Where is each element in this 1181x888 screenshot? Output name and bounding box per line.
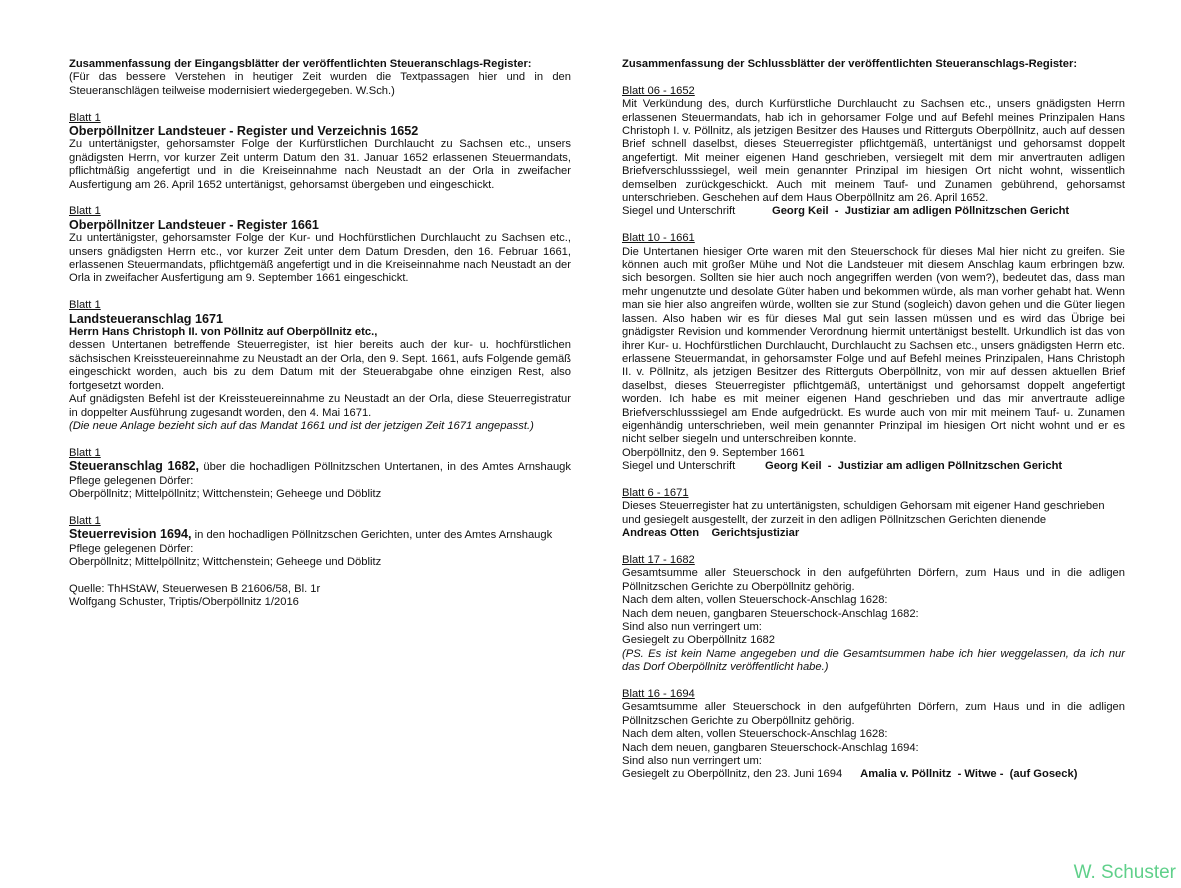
sheet-label: Blatt 1 [69, 111, 101, 124]
section-heading: Oberpöllnitzer Landsteuer - Register 1661 [69, 217, 319, 232]
section-body: Gesamtsumme aller Steuerschock in den aufgeführten Dörfern, zum Haus und in die adligen Pöllnitzschen Gerichte zu Oberpöllnitz gehörig. [622, 567, 1125, 593]
sheet-label: Blatt 1 [69, 514, 101, 527]
section-subheading: Herrn Hans Christoph II. von Pöllnitz auf Oberpöllnitz etc., [69, 326, 378, 339]
sheet-label: Blatt 6 - 1671 [622, 486, 689, 499]
section-heading: Steuerrevision 1694, [69, 527, 192, 542]
right-section-1682 [622, 554, 1125, 675]
signatory: Georg Keil - Justiziar am adligen Pöllnitzschen Gericht [765, 460, 1063, 473]
section-body: dessen Untertanen betreffende Steuerregister, ist hier bereits auch der kur- u. hochfürstlichen sächsischen Kreissteuereinnahme zu Neustadt an der Orla, den 9. Sept. 1661, aufs Folgende gemäß eingeschickt worden, auch bis zu dem Datum mit der Steuerabgabe ohne einzigen Rest, also fortgesetzt worden. [69, 339, 571, 392]
signatory: Georg Keil - Justiziar am adligen Pöllnitzschen Gericht [772, 205, 1070, 218]
right-section-1661 [622, 232, 1125, 473]
left-section-1661 [69, 205, 571, 285]
place-date: Oberpöllnitz, den 9. September 1661 [622, 446, 805, 459]
signature-line [622, 460, 1125, 473]
left-intro: (Für das bessere Verstehen in heutiger Zeit wurden die Textpassagen hier und in den Steueranschlägen teilweise modernisiert wiedergegeben. W.Sch.) [69, 71, 571, 97]
right-section-1671 [622, 487, 1125, 541]
sum-line: Sind also nun verringert um: [622, 621, 762, 633]
sheet-label: Blatt 06 - 1652 [622, 84, 695, 97]
signature-label: Siegel und Unterschrift [622, 205, 736, 218]
section-body: Zu untertänigster, gehorsamster Folge der Kur- und Hochfürstlichen Durchlaucht zu Sachsen etc., unsers gnädigsten Herrn etc., vor kurzer Zeit unter dem Datum Dresden, den 16. Februar 1661, erlassenen Steuermandats, pflichtgemäß angefertigt und in die Kreiseinnahme nach Neustadt an der Orla in zweifacher Ausfertigung am 9. September 1661 eingeschickt. [69, 232, 571, 285]
section-body: Mit Verkündung des, durch Kurfürstliche Durchlaucht zu Sachsen etc., unsers gnädigsten Herrn erlassenen Steuermandats, hab ich in gehorsamer Folge und auf Befehl meines Prinzipalen Hans Christoph I. v. Pöllnitz, als jetzigen Besitzer des Hauses und Ritterguts Oberpöllnitz, auch auf dessen Brief schnell daselbst, dieses Steuerregister pflichtgemäß, untertänigst und gehorsamst doppelt angefertigt. Mit meiner eigenen Hand geschrieben, versiegelt mit dem mir anvertrauten adligen Briefverschlusssiegel, weil mein genannter Prinzipal im hiesigen Ort nicht wohnt, wissentlich demselben zurückgeschickt. Auch mit meinem Tauf- und Zunamen gebührend, gehorsamst unterschrieben. Geschehen auf dem Haus Oberpöllnitz am 26. April 1652. [622, 98, 1125, 205]
section-heading: Oberpöllnitzer Landsteuer - Register und Verzeichnis 1652 [69, 124, 419, 139]
left-column [69, 58, 571, 610]
section-body: Zu untertänigster, gehorsamster Folge der Kurfürstlichen Durchlaucht zu Sachsen etc., unsers gnädigsten Herrn, vor kurzer Zeit unterm Datum den 31. Januar 1652 erlassenen Steuermandats, pflichtmäßig angefertigt und in die Kreiseinnahme nach Neustadt an der Orla in zweifacher Ausfertigung am 26. April 1652 untertänigst, gehorsamst übergeben und eingeschickt. [69, 138, 571, 191]
signatory: Amalia v. Pöllnitz - Witwe - (auf Goseck) [860, 768, 1078, 781]
left-section-1671 [69, 299, 571, 433]
section-heading: Steueranschlag 1682, [69, 459, 200, 474]
section-body: Dieses Steuerregister hat zu untertänigsten, schuldigen Gehorsam mit eigener Hand geschrieben und gesiegelt ausgestellt, der zurzeit in den adligen Pöllnitzschen Gerichten dienende [622, 500, 1105, 526]
section-body-text: über die hochadligen Pöllnitzschen Untertanen, in des Amtes Arnshaugk Pflege gelegenen Dörfer: [69, 461, 571, 487]
sheet-label: Blatt 1 [69, 299, 101, 312]
section-body-2: Auf gnädigsten Befehl ist der Kreissteuereinnahme zu Neustadt an der Orla, diese Steuerregistratur in doppelter Ausführung zugesandt worden, den 4. Mai 1671. [69, 393, 571, 419]
sheet-label: Blatt 1 [69, 446, 101, 459]
left-title: Zusammenfassung der Eingangsblätter der veröffentlichten Steueranschlags-Register: [69, 58, 532, 70]
signature-label: Siegel und Unterschrift [622, 460, 736, 473]
right-title: Zusammenfassung der Schlussblätter der veröffentlichten Steueranschlags-Register: [622, 58, 1078, 70]
section-heading: Landsteueranschlag 1671 [69, 311, 223, 326]
right-column [622, 58, 1125, 782]
author-line: Wolfgang Schuster, Triptis/Oberpöllnitz 1/2016 [69, 596, 299, 609]
sum-line: Nach dem alten, vollen Steuerschock-Anschlag 1628: [622, 594, 888, 607]
sum-line: Nach dem alten, vollen Steuerschock-Anschlag 1628: [622, 728, 888, 741]
sealed-line: Gesiegelt zu Oberpöllnitz, den 23. Juni 1694 [622, 768, 843, 781]
sum-line: Sind also nun verringert um: [622, 755, 762, 768]
section-body: Gesamtsumme aller Steuerschock in den aufgeführten Dörfern, zum Haus und in die adligen Pöllnitzschen Gerichte zu Oberpöllnitz gehörig. [622, 701, 1125, 727]
sheet-label: Blatt 1 [69, 205, 101, 218]
source-citation: Quelle: ThHStAW, Steuerwesen B 21606/58, Bl. 1r [69, 582, 321, 595]
watermark: W. Schuster [1073, 862, 1176, 883]
left-section-1652 [69, 112, 571, 192]
right-section-1652 [622, 85, 1125, 219]
sum-line: Nach dem neuen, gangbaren Steuerschock-Anschlag 1682: [622, 607, 919, 620]
sum-line: Nach dem neuen, gangbaren Steuerschock-Anschlag 1694: [622, 741, 919, 754]
sealed-line: Gesiegelt zu Oberpöllnitz 1682 [622, 634, 775, 647]
section-body: Die Untertanen hiesiger Orte waren mit den Steuerschock für dieses Mal hier nicht zu greifen. Sie können auch mit großer Mühe und Not die Landsteuer mit diesem Anschlag kaum erbringen bzw. sich besorgen. Sollten sie hier auch noch angegriffen werden (von wem?), bedeutet das, dass man mehr ungenutzte und desolate Güter haben und bekommen würde, als man vorher gehabt hat. Wenn man sie hier also angreifen würde, wollten sie zur Stund (sogleich) davon gehen und die Güter liegen lassen. Also haben wir es für dieses Mal gut sein lassen müssen und es wird das Übrige bei gnädigster Revision und kommender Verordnung hiermit untertänigst bestellt. Urkundlich ist das von ihrer Kur- u. Hochfürstlichen Durchlaucht, Durchlaucht zu Sachsen etc., unsers gnädigsten Herrn etc. erlassene Steuermandat, in gehorsamster Folge und auf Befehl meines Prinzipalen, Hans Christoph II. v. Pöllnitz, als jetzigen Besitzer des Ritterguts Oberpöllnitz, von mir auf dessen aktuellen Brief daselbst, dieses Steuerregister pflichtgemäß, untertänigst und gehorsamst doppelt angefertigt worden. Ich habe es mit meiner eigenen Hand geschrieben und das mir anvertraute adlige Briefverschlusssiegel am Ende aufgedrückt. Es wurde auch von mir mit meinem Tauf- u. Zunamen eigenhändig unterschrieben, weil mein genannter Prinzipal im hiesigen Ort nicht wohnt und er es nicht selber siegeln und unterschreiben konnte. [622, 245, 1125, 446]
signatory: Andreas Otten Gerichtsjustiziar [622, 527, 800, 540]
signature-line [622, 768, 1125, 781]
sheet-label: Blatt 10 - 1661 [622, 232, 695, 245]
section-body [69, 528, 571, 556]
right-section-1694 [622, 688, 1125, 782]
sheet-label: Blatt 17 - 1682 [622, 553, 695, 566]
section-note: (Die neue Anlage bezieht sich auf das Mandat 1661 und ist der jetzigen Zeit 1671 angepasst.) [69, 419, 534, 432]
left-section-1694 [69, 515, 571, 570]
left-section-1682 [69, 447, 571, 502]
sheet-label: Blatt 16 - 1694 [622, 688, 695, 701]
section-body-text: in den hochadligen Pöllnitzschen Gerichten, unter des Amtes Arnshaugk Pflege gelegenen Dörfer: [69, 529, 553, 555]
village-list: Oberpöllnitz; Mittelpöllnitz; Wittchenstein; Geheege und Döblitz [69, 487, 382, 500]
signature-line [622, 205, 1125, 218]
village-list: Oberpöllnitz; Mittelpöllnitz; Wittchenstein; Geheege und Döblitz [69, 555, 382, 568]
section-body [69, 460, 571, 488]
section-note: (PS. Es ist kein Name angegeben und die Gesamtsummen habe ich hier weggelassen, da ich nur das Dorf Oberpöllnitz veröffentlicht habe.) [622, 647, 1125, 674]
